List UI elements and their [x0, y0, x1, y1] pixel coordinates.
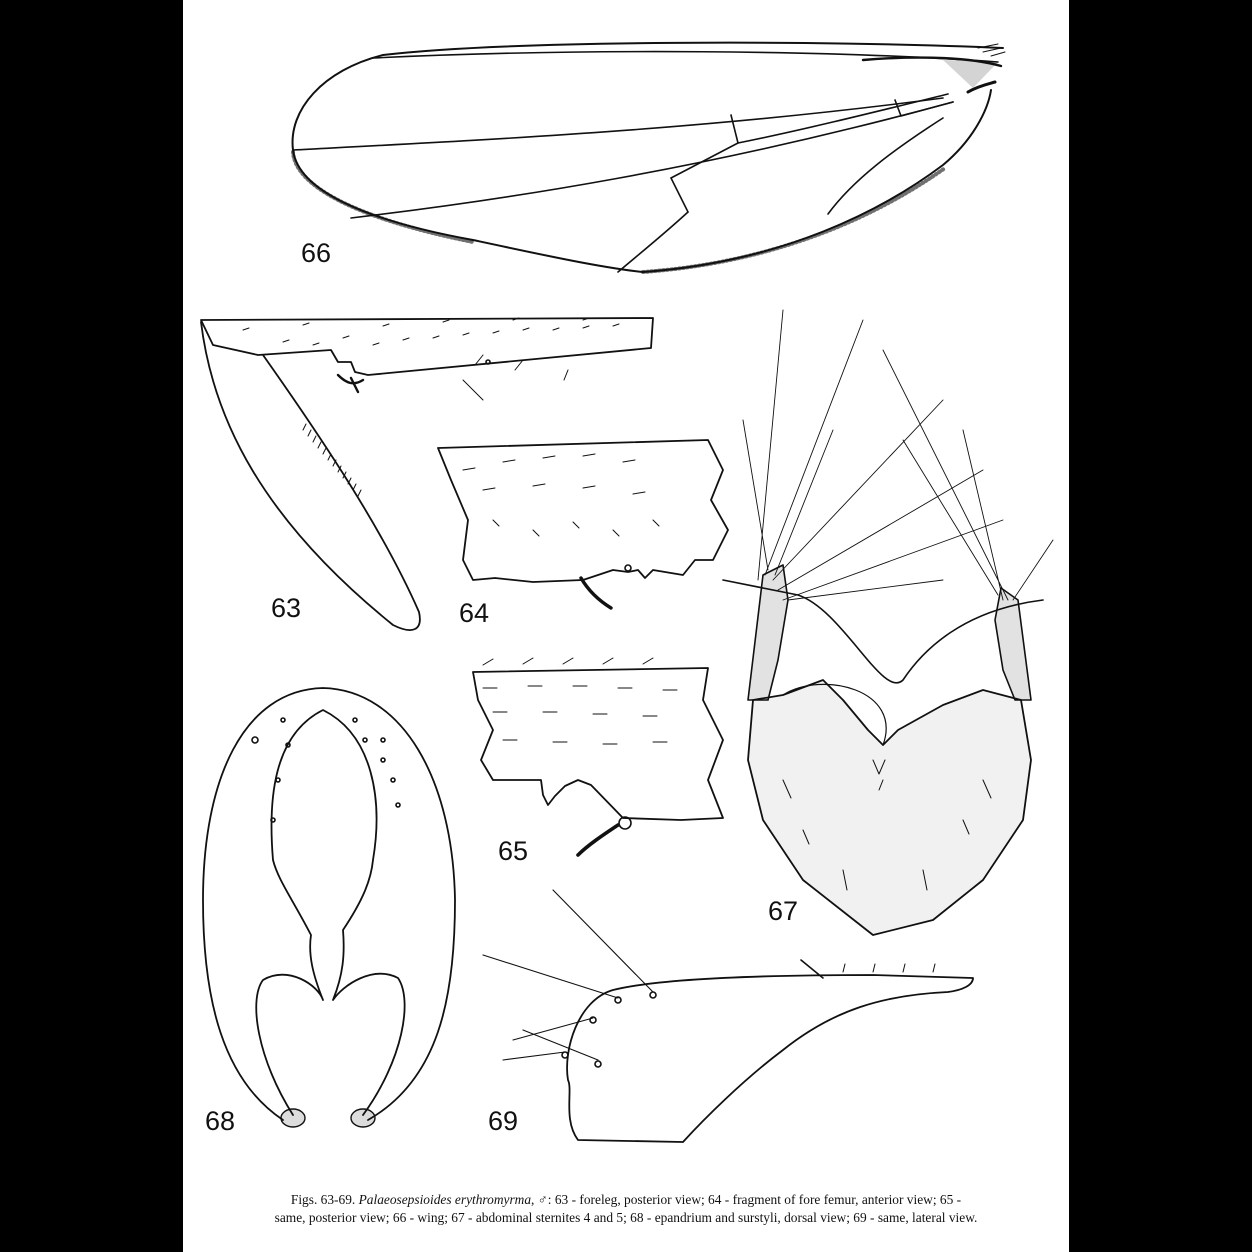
- sternites-drawing: [723, 310, 1053, 935]
- figure-label-63: 63: [271, 593, 302, 623]
- figure-label-65: 65: [498, 836, 529, 866]
- caption-line-2: same, posterior view; 66 - wing; 67 - abdominal sternites 4 and 5; 68 - epandrium and surstyli, dorsal view; 69 - same, lateral view.: [274, 1210, 978, 1225]
- femur-anterior-drawing: [438, 440, 728, 608]
- figure-label-64: 64: [459, 598, 490, 628]
- illustrations: [183, 0, 1069, 1252]
- figure-label-66: 66: [301, 238, 332, 268]
- caption-line-1: [183, 1191, 1069, 1209]
- epandrium-dorsal-drawing: [203, 688, 455, 1127]
- caption-sex: , ♂:: [531, 1192, 552, 1207]
- figure-label-68: 68: [205, 1106, 236, 1136]
- caption-prefix: Figs. 63-69.: [290, 1192, 356, 1207]
- figure-caption: [183, 1191, 1069, 1227]
- wing-drawing: [293, 43, 1005, 272]
- femur-posterior-drawing: [473, 658, 723, 855]
- figure-label-67: 67: [768, 896, 799, 926]
- figure-plate: [183, 0, 1069, 1252]
- caption-line-1-rest: 63 - foreleg, posterior view; 64 - fragment of fore femur, anterior view; 65 -: [554, 1192, 962, 1207]
- caption-species: Palaeosepsioides erythromyrma: [358, 1192, 532, 1207]
- figure-label-69: 69: [488, 1106, 519, 1136]
